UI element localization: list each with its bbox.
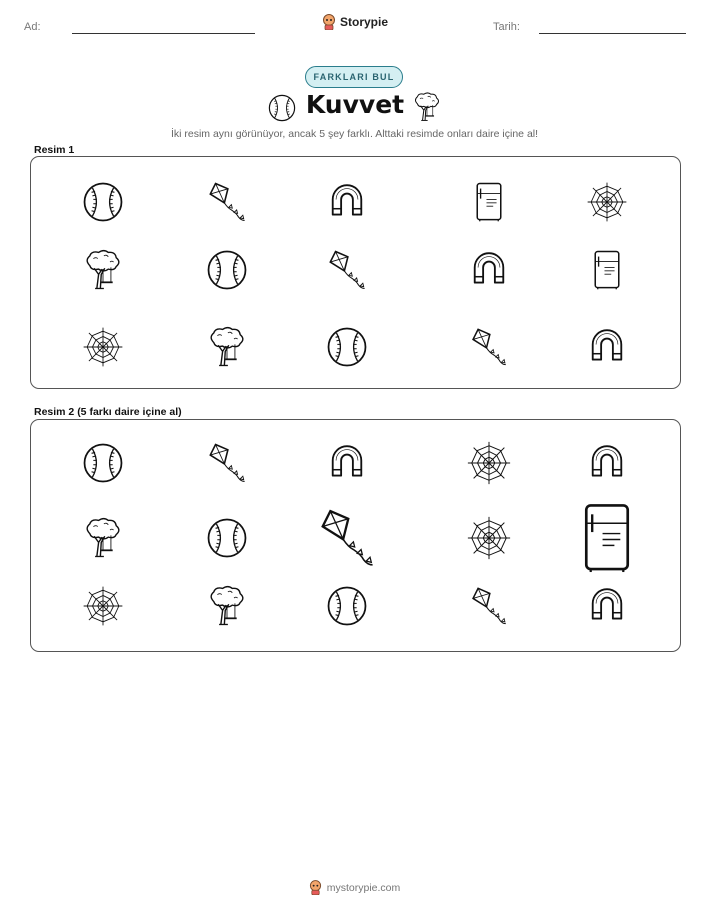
footer: [0, 880, 709, 895]
tree-swing-icon: [81, 248, 125, 292]
baseball-icon: [81, 180, 125, 224]
name-line[interactable]: [72, 33, 255, 34]
instructions: İki resim aynı görünüyor, ancak 5 şey farklı. Alttaki resimde onları daire içine al!: [170, 128, 539, 140]
kite-icon: [205, 180, 249, 224]
tree-swing-icon[interactable]: [81, 516, 125, 560]
spider-web-icon[interactable]: [81, 584, 125, 628]
date-line[interactable]: [539, 33, 686, 34]
picture2-label: Resim 2 (5 farkı daire içine al): [34, 406, 182, 418]
tree-swing-icon: [205, 325, 249, 369]
baseball-icon: [267, 93, 297, 123]
kite-icon: [325, 248, 369, 292]
refrigerator-icon[interactable]: [570, 501, 644, 575]
kite-icon: [468, 326, 510, 368]
magnet-icon: [586, 326, 628, 368]
tree-swing-icon: [411, 91, 443, 123]
refrigerator-icon: [468, 181, 510, 223]
magnet-icon[interactable]: [326, 442, 368, 484]
name-label: Ad:: [24, 21, 41, 33]
storypie-mascot-icon: [322, 14, 336, 30]
kite-icon[interactable]: [315, 506, 379, 570]
kite-icon[interactable]: [205, 441, 249, 485]
picture1-label: Resim 1: [34, 144, 75, 156]
brand-logo: [322, 14, 388, 30]
spider-web-icon[interactable]: [465, 514, 513, 562]
tree-swing-icon[interactable]: [205, 584, 249, 628]
spider-web-icon: [81, 325, 125, 369]
kite-icon[interactable]: [468, 585, 510, 627]
date-label: Tarih:: [493, 21, 520, 33]
magnet-icon: [326, 181, 368, 223]
footer-site: mystorypie.com: [326, 881, 401, 894]
find-differences-badge: FARKLARI BUL: [305, 66, 403, 88]
brand-name: Storypie: [340, 15, 389, 29]
baseball-icon: [205, 248, 249, 292]
storypie-mascot-icon: [309, 880, 322, 895]
spider-web-icon: [585, 180, 629, 224]
baseball-icon: [325, 325, 369, 369]
refrigerator-icon: [586, 249, 628, 291]
page-title: Kuvvet: [305, 90, 405, 119]
baseball-icon[interactable]: [81, 441, 125, 485]
magnet-icon: [468, 249, 510, 291]
baseball-icon[interactable]: [325, 584, 369, 628]
magnet-icon[interactable]: [586, 442, 628, 484]
magnet-icon[interactable]: [586, 585, 628, 627]
baseball-icon[interactable]: [205, 516, 249, 560]
spider-web-icon[interactable]: [465, 439, 513, 487]
